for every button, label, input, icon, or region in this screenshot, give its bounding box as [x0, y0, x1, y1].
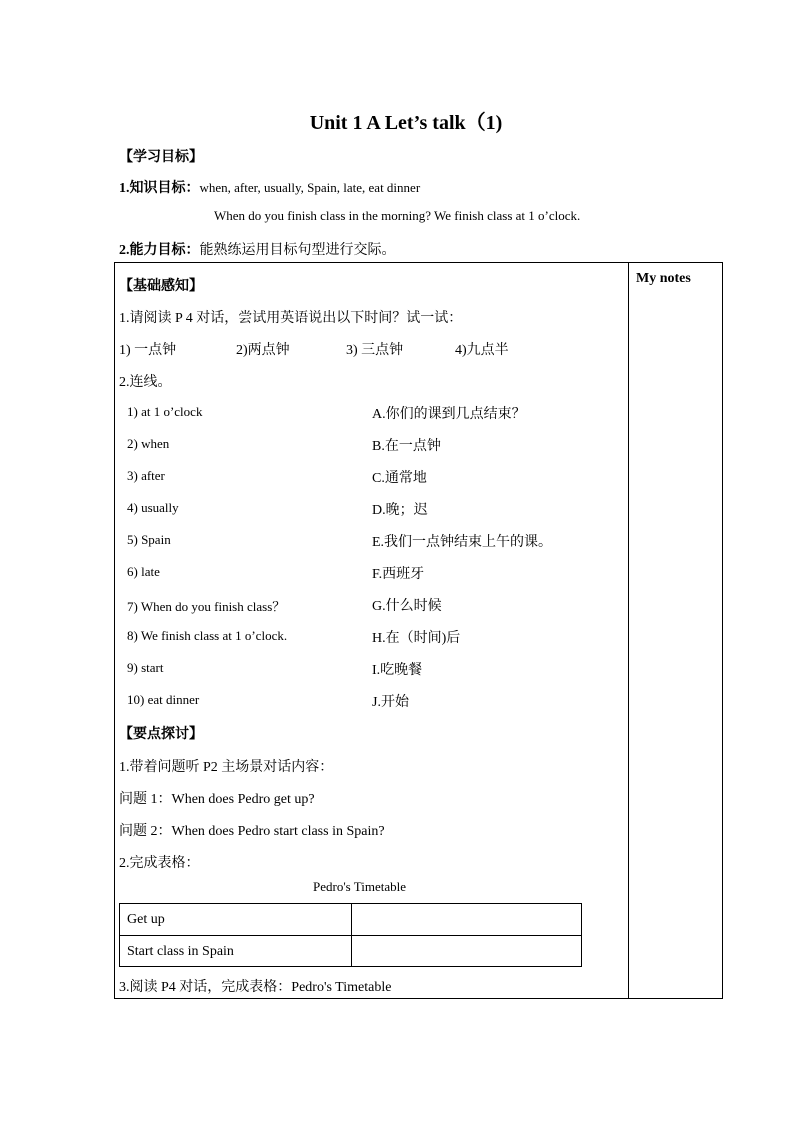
basics-heading: 【基础感知】: [119, 279, 203, 294]
match-right-item: D.晚；迟: [372, 503, 428, 518]
time-item-4: 4)九点半: [455, 343, 509, 358]
match-left-item: 9) start: [127, 660, 164, 675]
notes-header: My notes: [636, 271, 691, 286]
keypoints-question-2: 问题 2：When does Pedro start class in Spain?: [119, 824, 385, 839]
keypoints-p2: 2.完成表格：: [119, 856, 200, 871]
match-left-item: 3) after: [127, 468, 165, 483]
ability-text: 能熟练运用目标句型进行交际。: [199, 243, 396, 258]
match-right-item: C.通常地: [372, 471, 427, 486]
basics-question-1: 1.请阅读 P 4 对话，尝试用英语说出以下时间？试一试：: [119, 311, 463, 326]
ability-objective: [119, 239, 396, 259]
time-item-3: 3) 三点钟: [346, 343, 404, 358]
time-item-2: 2)两点钟: [236, 343, 290, 358]
keypoints-p1: 1.带着问题听 P2 主场景对话内容：: [119, 760, 334, 775]
time-item-1: 1) 一点钟: [119, 343, 177, 358]
knowledge-label: 1.知识目标：: [119, 181, 200, 196]
match-right-item: G.什么时候: [372, 599, 442, 614]
timetable-caption: Pedro's Timetable: [313, 879, 406, 894]
match-left-item: 1) at 1 o’clock: [127, 404, 203, 419]
knowledge-words: when, after, usually, Spain, late, eat dinner: [199, 180, 421, 195]
match-right-item: I.吃晚餐: [372, 663, 423, 678]
match-right-item: J.开始: [372, 695, 409, 710]
match-right-item: H.在（时间)后: [372, 631, 461, 646]
match-left-item: 2) when: [127, 436, 170, 451]
objectives-heading: 【学习目标】: [119, 150, 203, 165]
match-right-item: B.在一点钟: [372, 439, 441, 454]
match-right-item: A.你们的课到几点结束？: [372, 407, 526, 422]
timetable-column-divider: [351, 903, 352, 967]
keypoints-p3: 3.阅读 P4 对话，完成表格：Pedro's Timetable: [119, 980, 392, 995]
timetable-row-label: Get up: [127, 912, 165, 927]
match-left-item: 8) We finish class at 1 o’clock.: [127, 628, 288, 643]
match-left-item: 5) Spain: [127, 532, 171, 547]
keypoints-question-1: 问题 1：When does Pedro get up?: [119, 792, 315, 807]
match-right-item: E.我们一点钟结束上午的课。: [372, 535, 553, 550]
notes-column-divider: [628, 262, 629, 999]
keypoints-heading: 【要点探讨】: [119, 727, 203, 742]
match-left-item: 10) eat dinner: [127, 692, 200, 707]
knowledge-sentences: When do you finish class in the morning? We finish class at 1 o’clock.: [214, 208, 581, 223]
basics-question-2: 2.连线。: [119, 375, 172, 390]
knowledge-objective: [119, 177, 420, 197]
match-left-item: 7) When do you finish class？: [127, 599, 286, 614]
match-right-item: F.西班牙: [372, 567, 425, 582]
timetable-row-label: Start class in Spain: [127, 944, 234, 959]
match-left-item: 6) late: [127, 564, 160, 579]
match-left-item: 4) usually: [127, 500, 179, 515]
ability-label: 2.能力目标：: [119, 243, 200, 258]
page-title: Unit 1 A Let’s talk（1): [309, 112, 503, 134]
